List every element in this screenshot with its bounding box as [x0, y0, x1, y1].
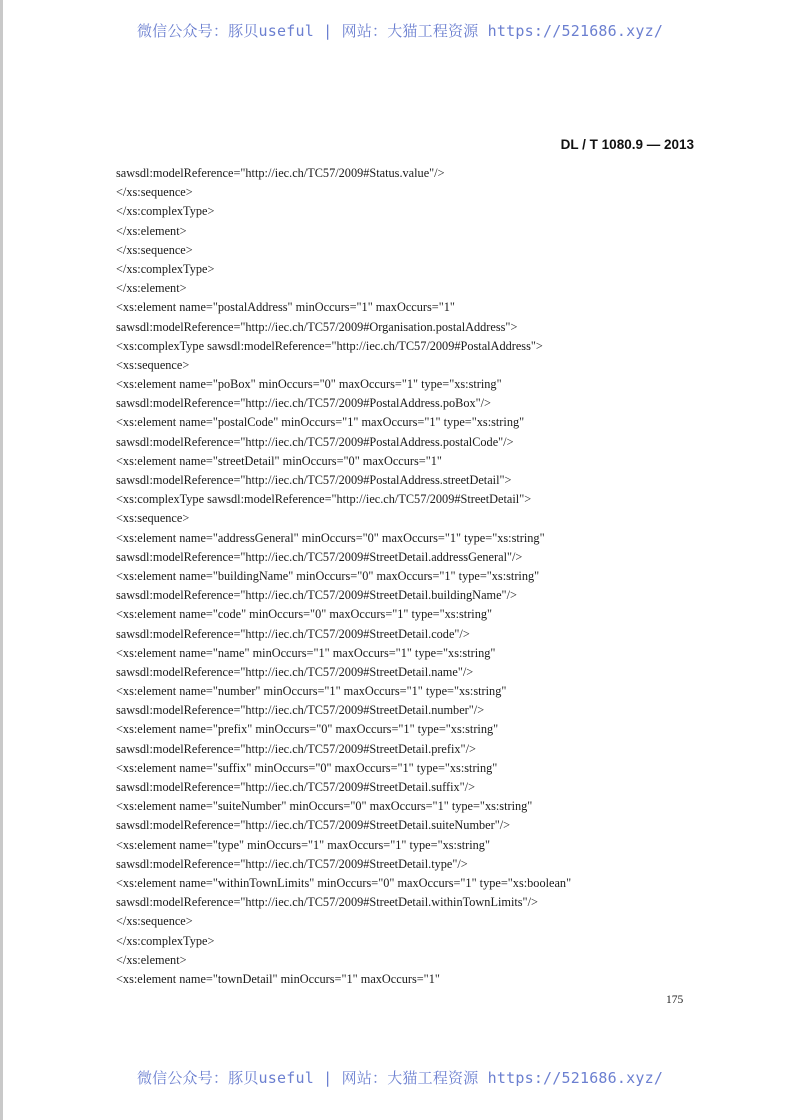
code-line: sawsdl:modelReference="http://iec.ch/TC57/2009#Status.value"/>: [116, 166, 445, 180]
code-line: </xs:sequence>: [116, 914, 193, 929]
standard-number-header: DL / T 1080.9 — 2013: [560, 137, 694, 152]
code-line: </xs:element>: [116, 952, 187, 967]
code-line: <xs:element name="streetDetail" minOccurs="0" maxOccurs="1": [116, 453, 442, 468]
code-line: <xs:complexType sawsdl:modelReference="http://iec.ch/TC57/2009#StreetDetail">: [116, 492, 532, 507]
code-line: <xs:element name="addressGeneral" minOccurs="0" maxOccurs="1" type="xs:string": [116, 530, 545, 545]
code-line: <xs:element name="suiteNumber" minOccurs="0" maxOccurs="1" type="xs:string": [116, 799, 533, 814]
code-line: <xs:sequence>: [116, 357, 190, 372]
watermark-bottom: 微信公众号：豚贝useful | 网站：大猫工程资源 https://521686.xyz/: [136, 1069, 664, 1087]
code-line: </xs:complexType>: [116, 204, 215, 219]
code-line: </xs:complexType>: [116, 261, 215, 276]
code-line: sawsdl:modelReference="http://iec.ch/TC57/2009#StreetDetail.addressGeneral"/>: [116, 549, 523, 564]
code-line: <xs:element name="number" minOccurs="1" maxOccurs="1" type="xs:string": [116, 684, 507, 699]
code-line: sawsdl:modelReference="http://iec.ch/TC57/2009#StreetDetail.suffix"/>: [116, 780, 476, 794]
code-line: sawsdl:modelReference="http://iec.ch/TC57/2009#StreetDetail.name"/>: [116, 664, 474, 679]
code-line: <xs:element name="postalAddress" minOccurs="1" maxOccurs="1": [116, 300, 455, 315]
code-line: sawsdl:modelReference="http://iec.ch/TC57/2009#StreetDetail.suiteNumber"/>: [116, 818, 511, 833]
code-line: <xs:element name="townDetail" minOccurs="1" maxOccurs="1": [116, 971, 440, 986]
page-number: 175: [666, 994, 684, 1006]
code-line: <xs:sequence>: [116, 511, 190, 526]
code-line: </xs:element>: [116, 281, 187, 296]
code-line: </xs:complexType>: [116, 933, 215, 948]
page-edge: [0, 0, 3, 1120]
code-line: <xs:element name="name" minOccurs="1" maxOccurs="1" type="xs:string": [116, 645, 496, 660]
code-line: </xs:sequence>: [116, 242, 193, 257]
code-line: sawsdl:modelReference="http://iec.ch/TC57/2009#StreetDetail.buildingName"/>: [116, 588, 517, 603]
code-line: sawsdl:modelReference="http://iec.ch/TC57/2009#Organisation.postalAddress">: [116, 319, 518, 334]
code-line: <xs:element name="buildingName" minOccurs="0" maxOccurs="1" type="xs:string": [116, 568, 540, 583]
code-line: sawsdl:modelReference="http://iec.ch/TC57/2009#PostalAddress.streetDetail">: [116, 473, 512, 487]
xml-code-listing: [116, 164, 756, 989]
watermark-top: 微信公众号：豚贝useful | 网站：大猫工程资源 https://521686.xyz/: [136, 22, 664, 40]
code-line: <xs:element name="prefix" minOccurs="0" maxOccurs="1" type="xs:string": [116, 722, 499, 737]
code-line: sawsdl:modelReference="http://iec.ch/TC57/2009#StreetDetail.type"/>: [116, 856, 468, 871]
code-line: sawsdl:modelReference="http://iec.ch/TC57/2009#StreetDetail.withinTownLimits"/>: [116, 895, 538, 910]
code-line: </xs:sequence>: [116, 185, 193, 200]
code-line: <xs:element name="type" minOccurs="1" maxOccurs="1" type="xs:string": [116, 837, 490, 852]
code-line: sawsdl:modelReference="http://iec.ch/TC57/2009#PostalAddress.poBox"/>: [116, 396, 491, 411]
code-line: <xs:element name="withinTownLimits" minOccurs="0" maxOccurs="1" type="xs:boolean": [116, 875, 572, 890]
code-line: </xs:element>: [116, 223, 187, 238]
code-line: <xs:element name="poBox" minOccurs="0" maxOccurs="1" type="xs:string": [116, 377, 502, 392]
code-line: <xs:element name="postalCode" minOccurs="1" maxOccurs="1" type="xs:string": [116, 415, 525, 430]
code-line: <xs:element name="suffix" minOccurs="0" maxOccurs="1" type="xs:string": [116, 760, 498, 775]
code-line: <xs:complexType sawsdl:modelReference="http://iec.ch/TC57/2009#PostalAddress">: [116, 338, 543, 353]
code-line: <xs:element name="code" minOccurs="0" maxOccurs="1" type="xs:string": [116, 607, 493, 622]
code-line: sawsdl:modelReference="http://iec.ch/TC57/2009#StreetDetail.number"/>: [116, 703, 485, 718]
code-line: sawsdl:modelReference="http://iec.ch/TC57/2009#StreetDetail.prefix"/>: [116, 741, 476, 756]
code-line: sawsdl:modelReference="http://iec.ch/TC57/2009#StreetDetail.code"/>: [116, 626, 470, 641]
code-line: sawsdl:modelReference="http://iec.ch/TC57/2009#PostalAddress.postalCode"/>: [116, 434, 514, 449]
